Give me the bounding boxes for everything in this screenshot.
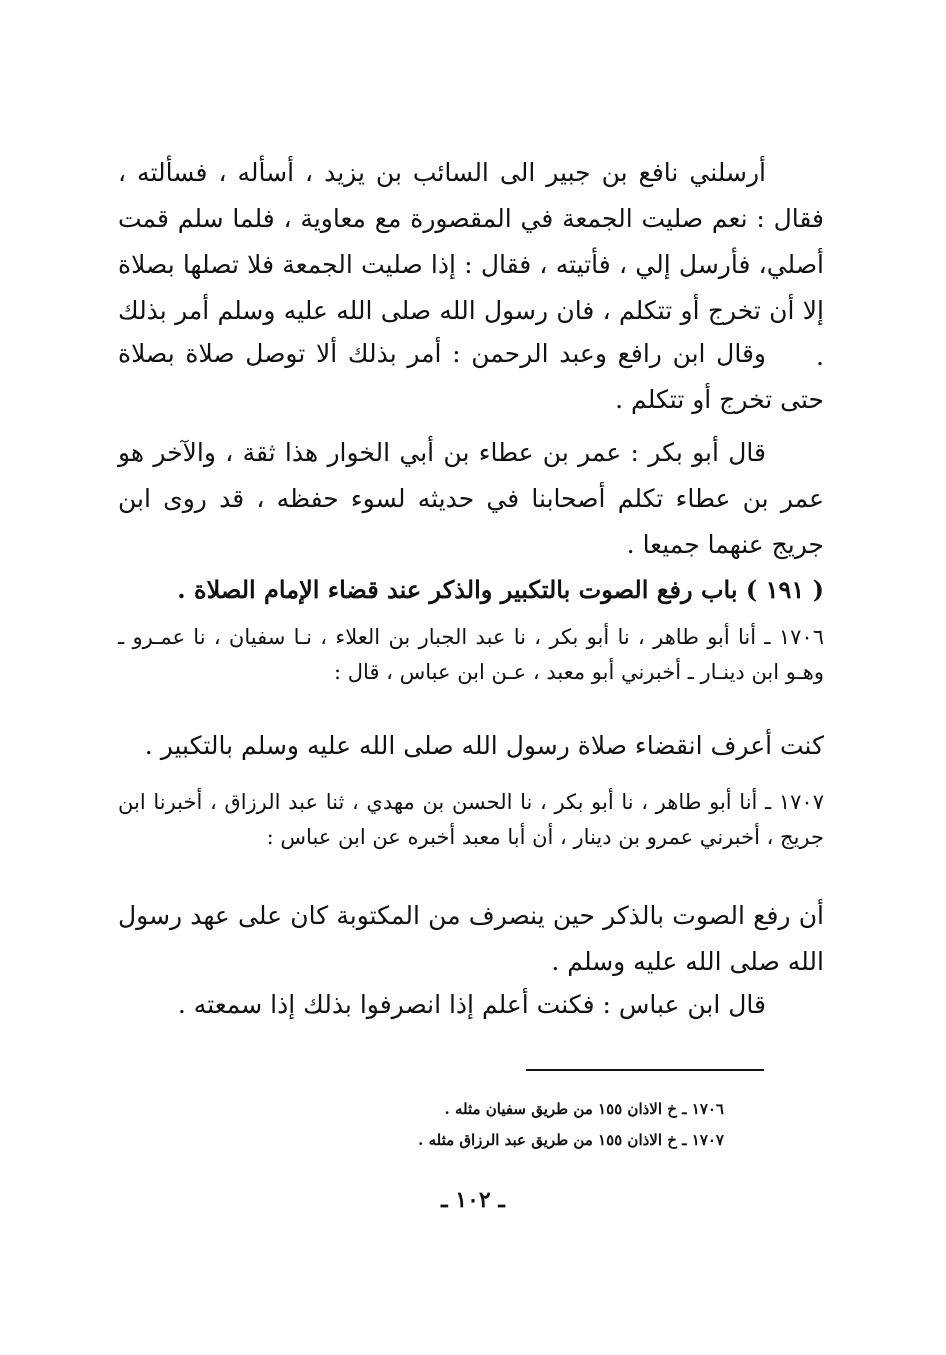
footnote-separator	[526, 1069, 764, 1071]
paragraph-commentary: قال أبو بكر : عمر بن عطاء بن أبي الخوار هذا ثقة ، والآخر هو عمر بن عطاء تكلم أصحابنا في حديثه لسوء حفظه ، قد روى ابن جريج عنهما جميعا .	[118, 438, 824, 559]
footnote-1706: ١٧٠٦ ـ خ الاذان ١٥٥ من طريق سفيان مثله .	[444, 1100, 724, 1118]
hadith-1707-text: أن رفع الصوت بالذكر حين ينصرف من المكتوبة كان على عهد رسول الله صلى الله عليه وسلم .	[118, 901, 824, 976]
chapter-heading: ( ١٩١ ) باب رفع الصوت بالتكبير والذكر عند قضاء الإمام الصلاة .	[177, 575, 824, 604]
paragraph-hadith-text: أرسلني نافع بن جبير الى السائب بن يزيد ، أسأله ، فسألته ، فقال : نعم صليت الجمعة في المقصورة مع معاوية ، فلما سلم قمت أصلي، فأرسل إلي ، فأتيته ، فقال : إذا صليت الجمعة فلا تصلها بصلاة إلا أن تخرج أو تتكلم ، فان رسول الله صلى الله عليه وسلم أمر بذلك .	[118, 158, 824, 371]
paragraph-ibn-abbas: قال ابن عباس : فكنت أعلم إذا انصرفوا بذلك إذا سمعته .	[177, 990, 766, 1019]
page-number: ـ ١٠٢ ـ	[441, 1187, 505, 1213]
isnad-1706: ١٧٠٦ ـ أنا أبو طاهر ، نا أبو بكر ، نا عبد الجبار بن العلاء ، نـا سفيان ، نا عمـرو ـ وهـو ابن دينـار ـ أخبرني أبو معبد ، عـن ابن عباس ، قال :	[118, 625, 824, 684]
paragraph-narration: وقال ابن رافع وعبد الرحمن : أمر بذلك ألا توصل صلاة بصلاة حتى تخرج أو تتكلم .	[118, 339, 824, 414]
footnote-1707: ١٧٠٧ ـ خ الاذان ١٥٥ من طريق عبد الرزاق مثله .	[418, 1131, 724, 1149]
isnad-1707: ١٧٠٧ ـ أنا أبو طاهر ، نا أبو بكر ، نا الحسن بن مهدي ، ثنا عبد الرزاق ، أخبرنا ابن جريج ، أخبرني عمرو بن دينار ، أن أبا معبد أخبره عن ابن عباس :	[118, 790, 824, 849]
hadith-1706-text: كنت أعرف انقضاء صلاة رسول الله صلى الله عليه وسلم بالتكبير .	[144, 731, 824, 760]
